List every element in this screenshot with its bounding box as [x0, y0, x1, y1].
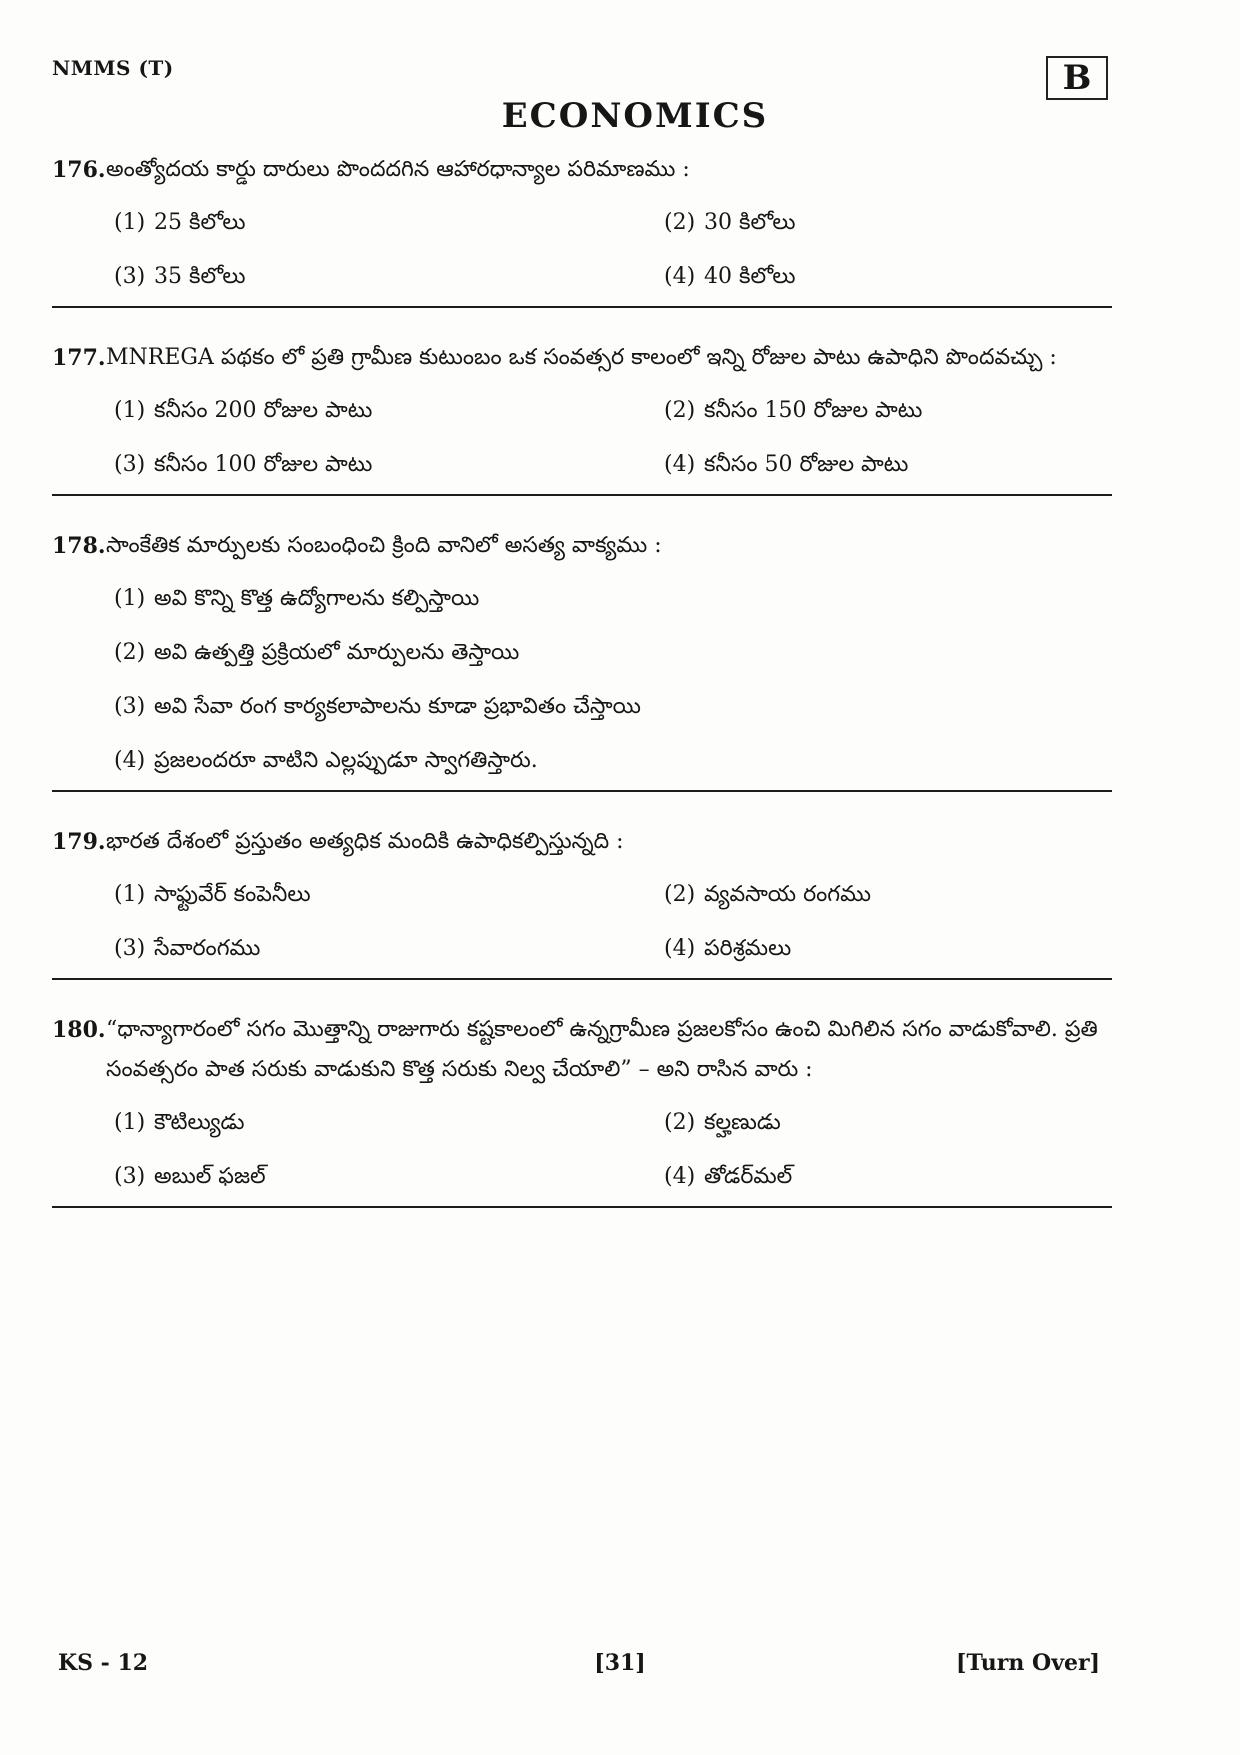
question-text: భారత దేశంలో ప్రస్తుతం అత్యధిక మందికి ఉపాధికల్పిస్తున్నది : — [106, 829, 624, 854]
option-4: (4) ప్రజలందరూ వాటిని ఎల్లప్పుడూ స్వాగతిస్తారు. — [114, 748, 538, 773]
turn-over-note: [Turn Over] — [956, 1650, 1100, 1676]
question-text: MNREGA పథకం లో ప్రతి గ్రామీణ కుటుంబం ఒక సంవత్సర కాలంలో ఇన్ని రోజుల పాటు ఉపాధిని పొందవచ్చు : — [106, 345, 1057, 370]
question-180 — [52, 1010, 1112, 1208]
option-1: (1) కౌటిల్యుడు — [114, 1110, 245, 1135]
option-3: (3) అబుల్ ఫజల్ — [114, 1164, 266, 1189]
section-title: ECONOMICS — [501, 96, 769, 136]
page-number: [31] — [594, 1650, 646, 1676]
question-176 — [52, 150, 1112, 308]
option-3: (3) అవి సేవా రంగ కార్యకలాపాలను కూడా ప్రభావితం చేస్తాయి — [114, 694, 641, 719]
booklet-series-box: B — [1046, 56, 1108, 100]
option-1: (1) కనీసం 200 రోజుల పాటు — [114, 398, 373, 423]
question-text: సాంకేతిక మార్పులకు సంబంధించి క్రింది వానిలో అసత్య వాక్యము : — [106, 533, 662, 558]
option-2: (2) వ్యవసాయ రంగము — [664, 882, 871, 907]
question-178 — [52, 526, 1112, 792]
option-3: (3) కనీసం 100 రోజుల పాటు — [114, 452, 373, 477]
option-4: (4) కనీసం 50 రోజుల పాటు — [664, 452, 909, 477]
question-list — [52, 150, 1112, 1238]
question-number: 180. — [52, 1017, 106, 1043]
option-2: (2) 30 కిలోలు — [664, 210, 796, 235]
option-1: (1) సాఫ్టువేర్ కంపెనీలు — [114, 882, 311, 907]
question-text: “ధాన్యాగారంలో సగం మొత్తాన్ని రాజుగారు కష్టకాలంలో ఉన్నగ్రామీణ ప్రజలకోసం ఉంచి మిగిలిన సగం వాడుకోవాలి. ప్రతి సంవత్సరం పాత సరుకు వాడుకుని కొత్త సరుకు నిల్వ చేయాలి” – అని రాసిన వారు : — [106, 1017, 1098, 1082]
option-4: (4) పరిశ్రమలు — [664, 936, 792, 961]
exam-code: NMMS (T) — [52, 56, 174, 80]
option-1: (1) అవి కొన్ని కొత్త ఉద్యోగాలను కల్పిస్తాయి — [114, 586, 480, 611]
question-text: అంత్యోదయ కార్డు దారులు పొందదగిన ఆహారధాన్యాల పరిమాణము : — [106, 157, 690, 182]
question-177 — [52, 338, 1112, 496]
question-number: 179. — [52, 829, 106, 855]
option-2: (2) అవి ఉత్పత్తి ప్రక్రియలో మార్పులను తెస్తాయి — [114, 640, 520, 665]
option-2: (2) కల్హణుడు — [664, 1110, 781, 1135]
question-179 — [52, 822, 1112, 980]
option-3: (3) సేవారంగము — [114, 936, 261, 961]
option-4: (4) 40 కిలోలు — [664, 264, 796, 289]
question-number: 177. — [52, 345, 106, 371]
footer-code: KS - 12 — [58, 1650, 149, 1676]
question-number: 178. — [52, 533, 106, 559]
option-3: (3) 35 కిలోలు — [114, 264, 246, 289]
option-4: (4) తోడర్‌మల్ — [664, 1164, 793, 1189]
option-2: (2) కనీసం 150 రోజుల పాటు — [664, 398, 923, 423]
question-number: 176. — [52, 157, 106, 183]
option-1: (1) 25 కిలోలు — [114, 210, 246, 235]
